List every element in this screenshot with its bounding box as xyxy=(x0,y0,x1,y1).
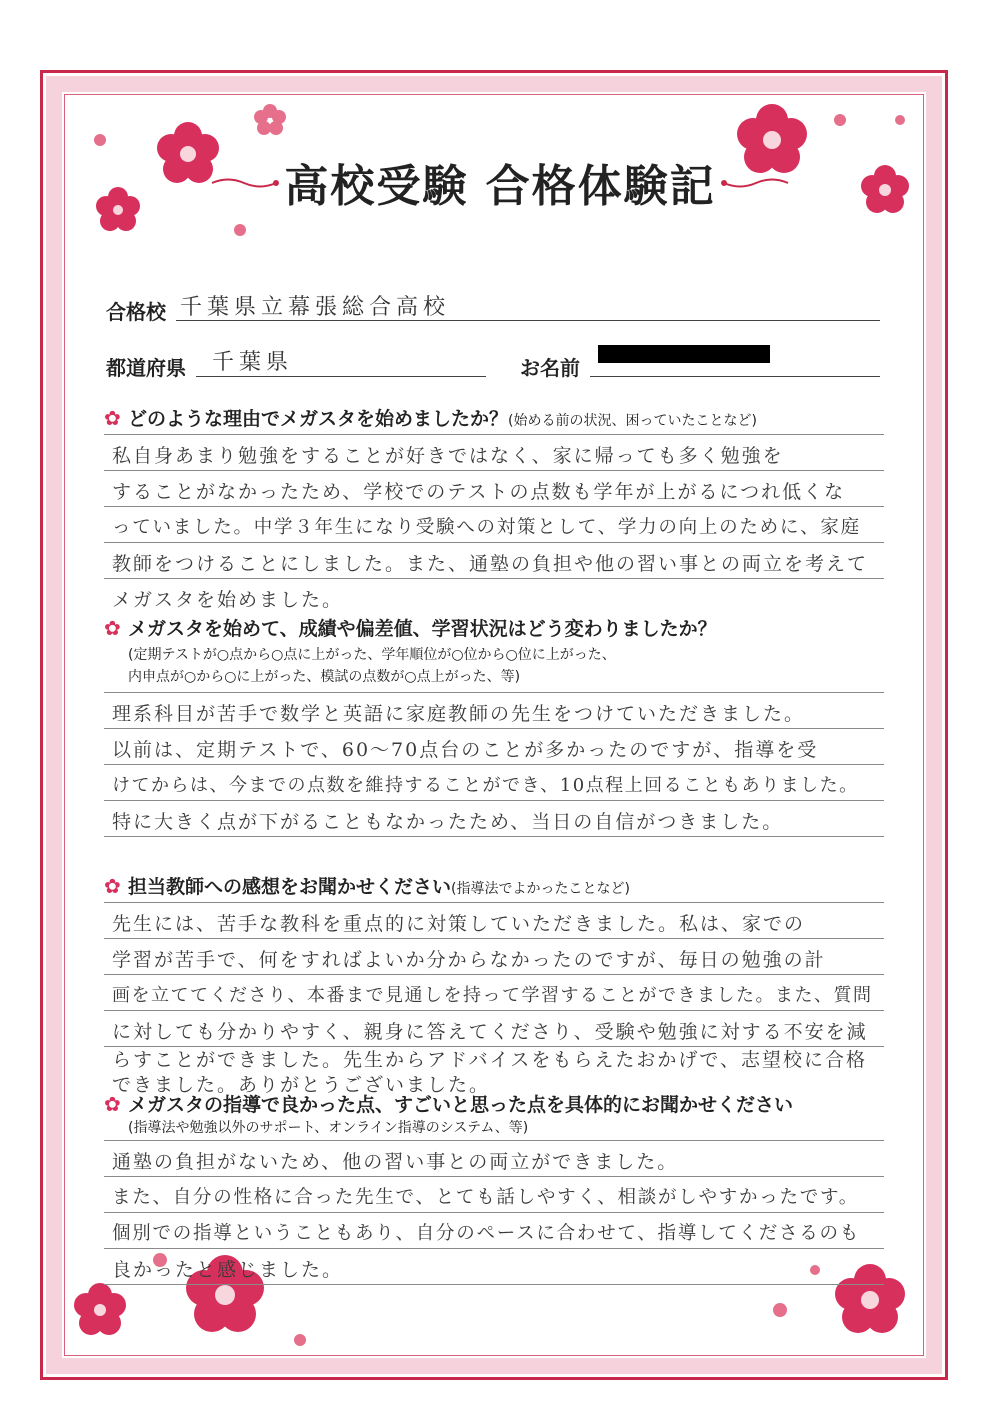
answer-line: 教師をつけることにしました。また、通塾の負担や他の習い事との両立を考えて xyxy=(112,553,869,575)
answer-line: することがなかったため、学校でのテストの点数も学年が上がるにつれ低くな xyxy=(112,481,846,503)
school-label: 合格校 xyxy=(106,300,166,324)
school-underline xyxy=(176,320,880,321)
prefecture-underline xyxy=(196,376,486,377)
ruled-line xyxy=(104,470,884,471)
answer-line: 特に大きく点が下がることもなかったため、当日の自信がつきました。 xyxy=(112,811,784,833)
title-flourish-left-icon xyxy=(210,176,280,190)
answer-line: できました。ありがとうございました。 xyxy=(112,1074,491,1096)
answer-line: らすことができました。先生からアドバイスをもらえたおかげで、志望校に合格 xyxy=(112,1049,868,1071)
ruled-line xyxy=(104,1176,884,1177)
ruled-line xyxy=(104,800,884,801)
answer-line: メガスタを始めました。 xyxy=(112,589,344,611)
answer-line: に対しても分かりやすく、親身に答えてくださり、受験や勉強に対する不安を減 xyxy=(112,1021,868,1043)
answer-line: 通塾の負担がないため、他の習い事との両立ができました。 xyxy=(112,1151,679,1173)
ruled-line xyxy=(104,974,884,975)
ruled-line xyxy=(104,1284,884,1285)
hint-line: 内申点が○から○に上がった、模試の点数が○点上がった、等) xyxy=(128,669,521,685)
hint-line: (指導法や勉強以外のサポート、オンライン指導のシステム、等) xyxy=(128,1120,529,1136)
ruled-line xyxy=(104,764,884,765)
ruled-line xyxy=(104,542,884,543)
ruled-line xyxy=(104,1248,884,1249)
redacted-name xyxy=(598,345,770,363)
page-title: 高校受験 合格体験記 xyxy=(284,161,716,212)
ruled-line xyxy=(104,1140,884,1141)
ruled-line xyxy=(104,434,884,435)
title-flourish-right-icon xyxy=(720,176,790,190)
ruled-line xyxy=(104,692,884,693)
school-value: 千葉県立幕張総合高校 xyxy=(180,295,451,320)
prefecture-value: 千葉県 xyxy=(212,350,294,375)
ruled-line xyxy=(104,938,884,939)
answer-line: 画を立ててくださり、本番まで見通しを持って学習することができました。また、質問 xyxy=(112,985,873,1006)
answer-line: 私自身あまり勉強をすることが好きではなく、家に帰っても多く勉強を xyxy=(112,445,784,467)
answer-line: 良かったと感じました。 xyxy=(112,1259,344,1281)
name-label: お名前 xyxy=(520,356,580,380)
question-good-points: ✿ メガスタの指導で良かった点、すごいと思った点を具体的にお聞かせください xyxy=(104,1092,794,1116)
ruled-line xyxy=(104,578,884,579)
ruled-line xyxy=(104,1212,884,1213)
ruled-line xyxy=(104,836,884,837)
hint-line: (定期テストが○点から○点に上がった、学年順位が○位から○位に上がった、 xyxy=(128,647,616,663)
blossom-bullet-icon: ✿ xyxy=(104,1092,121,1116)
name-underline xyxy=(590,376,880,377)
ruled-line xyxy=(104,1010,884,1011)
ruled-line xyxy=(104,728,884,729)
blossom-bullet-icon: ✿ xyxy=(104,874,121,898)
answer-line: 個別での指導ということもあり、自分のペースに合わせて、指導してくださるのも xyxy=(112,1223,860,1244)
question-results: ✿ メガスタを始めて、成績や偏差値、学習状況はどう変わりましたか？ xyxy=(104,616,717,640)
answer-line: また、自分の性格に合った先生で、とても話しやすく、相談がしやすかったです。 xyxy=(112,1187,860,1208)
blossom-bullet-icon: ✿ xyxy=(104,406,121,430)
answer-line: 理系科目が苦手で数学と英語に家庭教師の先生をつけていただきました。 xyxy=(112,703,806,725)
ruled-line xyxy=(104,506,884,507)
answer-line: っていました。中学３年生になり受験への対策として、学力の向上のために、家庭 xyxy=(112,517,861,538)
prefecture-label: 都道府県 xyxy=(106,356,186,380)
ruled-line xyxy=(104,902,884,903)
answer-line: 学習が苦手で、何をすればよいか分からなかったのですが、毎日の勉強の計 xyxy=(112,949,826,971)
question-reason: ✿ どのような理由でメガスタを始めましたか？(始める前の状況、困っていたことなど) xyxy=(104,406,757,430)
answer-line: けてからは、今までの点数を維持することができ、10点程上回ることもありました。 xyxy=(112,775,859,796)
blossom-bullet-icon: ✿ xyxy=(104,616,121,640)
answer-line: 以前は、定期テストで、60〜70点台のことが多かったのですが、指導を受 xyxy=(112,739,819,761)
answer-line: 先生には、苦手な教科を重点的に対策していただきました。私は、家での xyxy=(112,913,806,935)
question-tutor: ✿ 担当教師への感想をお聞かせください(指導法でよかったことなど) xyxy=(104,874,630,898)
